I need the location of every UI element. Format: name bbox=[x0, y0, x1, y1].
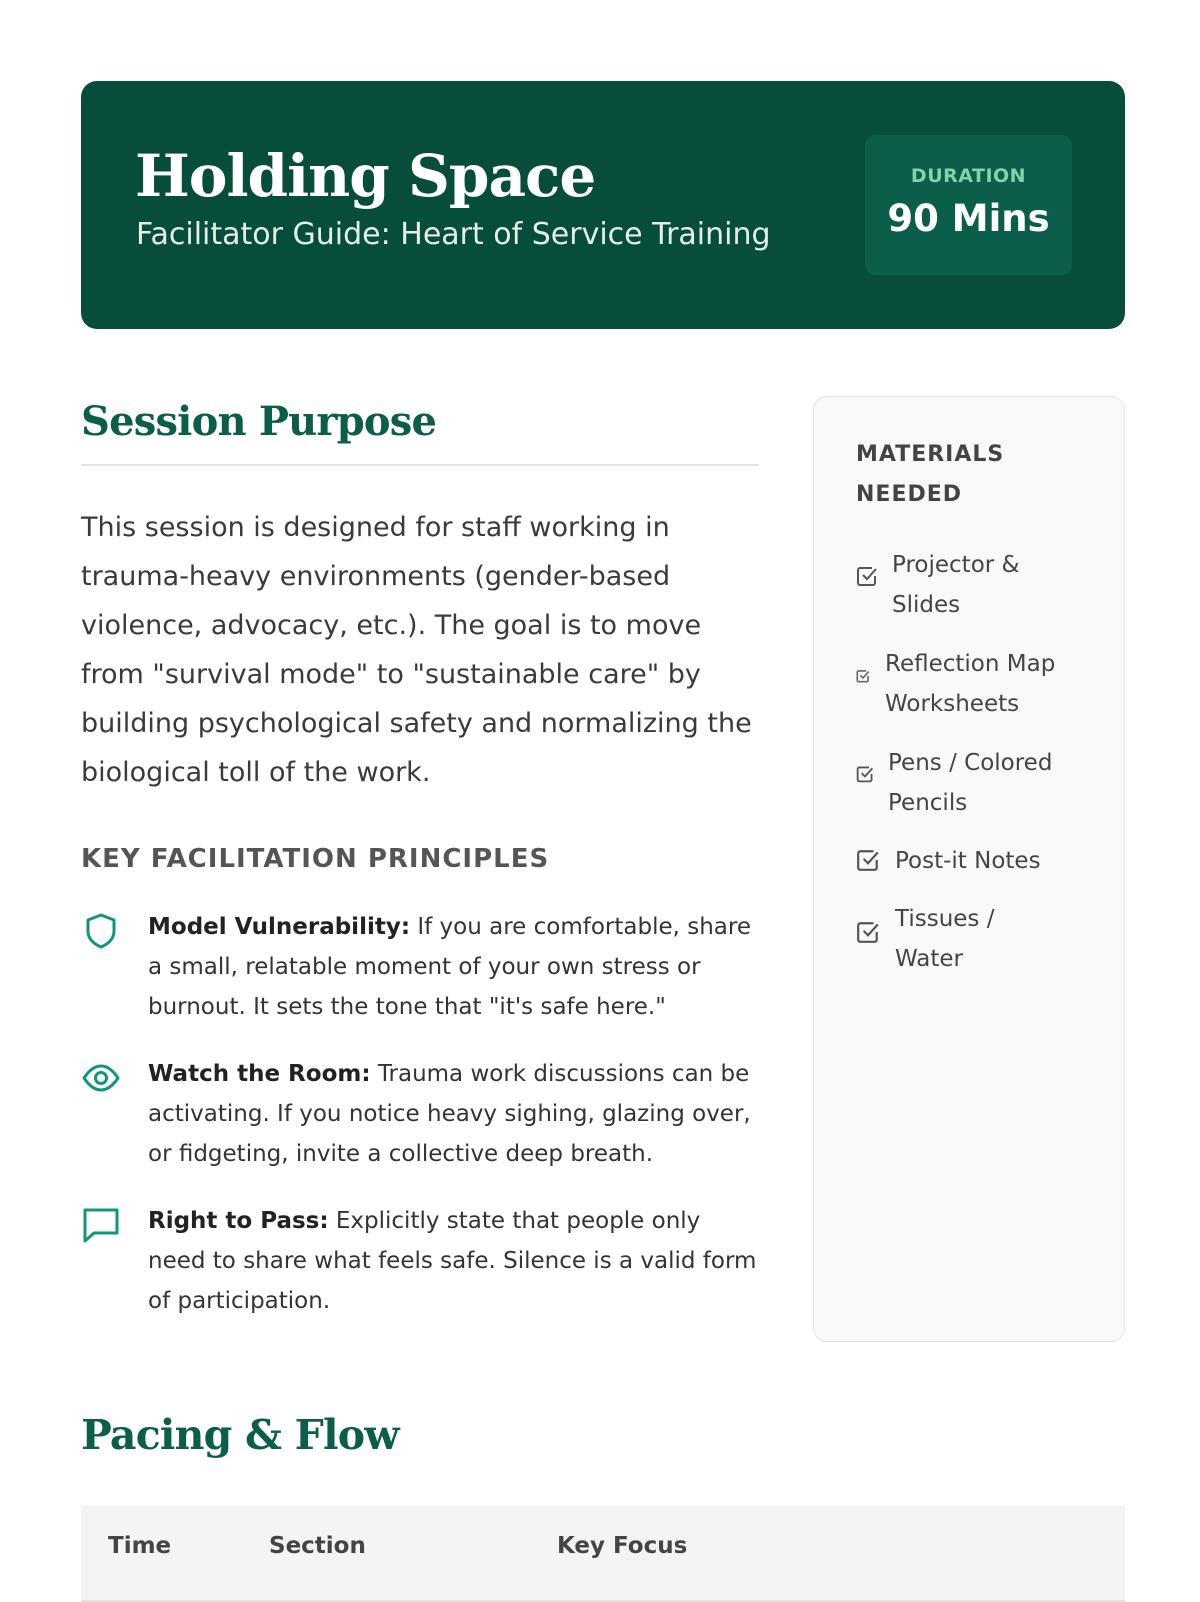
checkbox-icon bbox=[856, 668, 870, 687]
principle-text bbox=[148, 1054, 761, 1174]
principle-text bbox=[148, 907, 761, 1027]
checkbox-icon bbox=[856, 920, 880, 948]
principle-title: Watch the Room: bbox=[148, 1061, 371, 1087]
session-purpose-heading-text: Session Purpose bbox=[81, 398, 437, 445]
material-label: Reflection Map Worksheets bbox=[885, 651, 1056, 717]
principle-description: Trauma work discussions can be activating. If you notice heavy sighing, glazing over, or fidgeting, invite a collective deep breath. bbox=[148, 1061, 751, 1167]
duration-value: 90 Mins bbox=[887, 197, 1050, 240]
material-label: Projector & Slides bbox=[892, 552, 1020, 618]
materials-heading: MATERIALS NEEDED bbox=[856, 442, 1005, 507]
session-purpose-body: This session is designed for staff working in trauma-heavy environments (gender-based violence, advocacy, etc.). The goal is to move from "survival mode" to "sustainable care" by building psychological safety and normalizing the biological toll of the work. bbox=[81, 512, 752, 788]
material-label: Post-it Notes bbox=[895, 848, 1041, 874]
principle-text bbox=[148, 1201, 761, 1321]
material-label: Pens / Colored Pencils bbox=[888, 750, 1053, 816]
principles-heading: KEY FACILITATION PRINCIPLES bbox=[81, 844, 550, 874]
speech-bubble-icon bbox=[81, 1205, 121, 1245]
column-header-time: Time bbox=[108, 1533, 172, 1559]
pacing-heading: Pacing & Flow bbox=[81, 1411, 399, 1459]
principle-description: If you are comfortable, share a small, relatable moment of your own stress or burnout. It sets the tone that "it's safe here." bbox=[148, 914, 751, 1020]
principle-description: Explicitly state that people only need to share what feels safe. Silence is a valid form of participation. bbox=[148, 1208, 757, 1314]
material-label: Tissues / Water bbox=[895, 906, 995, 972]
page bbox=[81, 81, 1125, 1559]
checkbox-icon bbox=[856, 565, 878, 591]
duration-label: DURATION bbox=[910, 165, 1027, 187]
page-title: Holding Space bbox=[135, 142, 596, 210]
materials-card bbox=[813, 396, 1125, 1342]
shield-icon bbox=[81, 911, 121, 951]
column-header-key-focus: Key Focus bbox=[557, 1533, 688, 1559]
checkbox-icon bbox=[856, 848, 880, 876]
principle-title: Right to Pass: bbox=[148, 1208, 329, 1234]
pacing-table-header bbox=[81, 1505, 1125, 1602]
header-banner bbox=[81, 81, 1125, 329]
column-header-section: Section bbox=[269, 1533, 366, 1559]
page-subtitle: Facilitator Guide: Heart of Service Training bbox=[136, 217, 771, 252]
duration-badge bbox=[865, 135, 1072, 275]
principle-title: Model Vulnerability: bbox=[148, 914, 411, 940]
eye-icon bbox=[81, 1058, 121, 1098]
session-purpose-heading bbox=[81, 394, 759, 466]
checkbox-icon bbox=[856, 765, 874, 787]
